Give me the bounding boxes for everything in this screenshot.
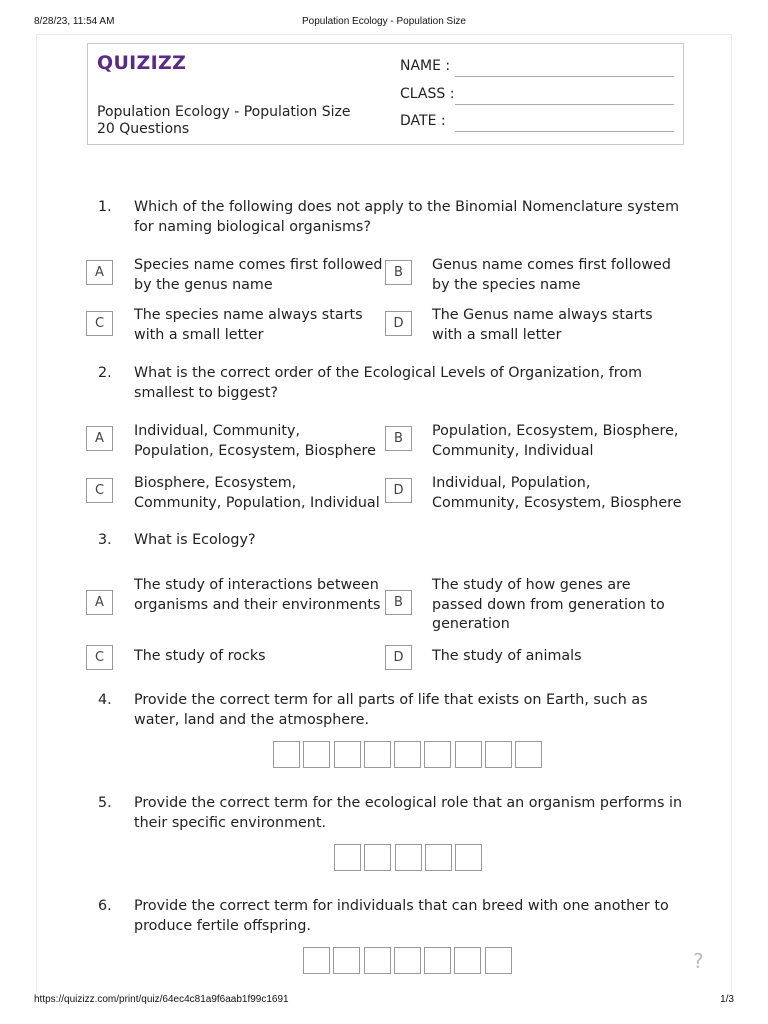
- letter-box[interactable]: [485, 741, 512, 768]
- letter-box[interactable]: [273, 741, 300, 768]
- question-text: What is Ecology?: [134, 532, 256, 548]
- name-label: NAME :: [400, 58, 451, 74]
- letter-box[interactable]: [455, 844, 482, 871]
- letter-box[interactable]: [394, 947, 421, 974]
- worksheet-header: [87, 43, 684, 145]
- option-a-box[interactable]: A: [86, 426, 113, 451]
- option-c-text: The study of rocks: [134, 648, 266, 664]
- option-d-box[interactable]: D: [385, 478, 412, 503]
- option-c-text: Biosphere, Ecosystem, Community, Population, Individual: [134, 475, 380, 511]
- class-field[interactable]: [400, 86, 680, 106]
- letter-box[interactable]: [364, 844, 391, 871]
- option-c-box[interactable]: C: [86, 311, 113, 336]
- question-number: 5.: [98, 795, 112, 811]
- letter-box[interactable]: [455, 741, 482, 768]
- question-number: 3.: [98, 532, 112, 548]
- question-number: 2.: [98, 365, 112, 381]
- option-d-box[interactable]: D: [385, 311, 412, 336]
- letter-box[interactable]: [334, 741, 361, 768]
- option-c-box[interactable]: C: [86, 645, 113, 670]
- option-b-text: Population, Ecosystem, Biosphere, Community, Individual: [432, 423, 679, 459]
- option-b-text: The study of how genes are passed down from generation to generation: [432, 577, 665, 632]
- option-a-text: Species name comes first followed by the genus name: [134, 257, 383, 293]
- answer-boxes[interactable]: [303, 947, 515, 974]
- question-text: Provide the correct term for individuals that can breed with one another to produce fertile offspring.: [134, 898, 669, 934]
- letter-box[interactable]: [333, 947, 360, 974]
- class-line: [455, 104, 674, 105]
- letter-box[interactable]: [515, 741, 542, 768]
- option-b-box[interactable]: B: [385, 426, 412, 451]
- question-number: 4.: [98, 692, 112, 708]
- question-count: 20 Questions: [97, 121, 190, 137]
- letter-box[interactable]: [364, 947, 391, 974]
- letter-box[interactable]: [424, 741, 451, 768]
- question-number: 6.: [98, 898, 112, 914]
- page-number: 1/3: [720, 994, 734, 1005]
- question-text: Provide the correct term for the ecological role that an organism performs in their specific environment.: [134, 795, 683, 831]
- question-text: Which of the following does not apply to the Binomial Nomenclature system for naming biological organisms?: [134, 199, 679, 235]
- option-d-text: Individual, Population, Community, Ecosystem, Biosphere: [432, 475, 682, 511]
- quiz-title: Population Ecology - Population Size: [97, 104, 351, 120]
- option-d-text: The Genus name always starts with a small letter: [432, 307, 653, 343]
- letter-box[interactable]: [424, 947, 451, 974]
- name-line: [455, 76, 674, 77]
- option-b-box[interactable]: B: [385, 590, 412, 615]
- answer-boxes[interactable]: [334, 844, 485, 871]
- option-d-text: The study of animals: [432, 648, 582, 664]
- print-document-title: Population Ecology - Population Size: [302, 16, 466, 27]
- print-timestamp: 8/28/23, 11:54 AM: [34, 16, 115, 27]
- print-url: https://quizizz.com/print/quiz/64ec4c81a9f6aab1f99c1691: [34, 994, 289, 1005]
- quizizz-logo: QUIZIZZ: [97, 52, 187, 74]
- option-a-box[interactable]: A: [86, 260, 113, 285]
- option-c-text: The species name always starts with a small letter: [134, 307, 363, 343]
- answer-boxes[interactable]: [273, 741, 546, 768]
- print-header: [0, 16, 768, 30]
- letter-box[interactable]: [425, 844, 452, 871]
- letter-box[interactable]: [364, 741, 391, 768]
- name-field[interactable]: [400, 58, 680, 78]
- class-label: CLASS :: [400, 86, 455, 102]
- date-label: DATE :: [400, 113, 446, 129]
- letter-box[interactable]: [303, 947, 330, 974]
- question-text: Provide the correct term for all parts of life that exists on Earth, such as water, land and the atmosphere.: [134, 692, 648, 728]
- option-b-text: Genus name comes first followed by the species name: [432, 257, 671, 293]
- letter-box[interactable]: [395, 844, 422, 871]
- option-a-text: Individual, Community, Population, Ecosystem, Biosphere: [134, 423, 376, 459]
- letter-box[interactable]: [485, 947, 512, 974]
- date-field[interactable]: [400, 113, 680, 133]
- option-b-box[interactable]: B: [385, 260, 412, 285]
- letter-box[interactable]: [454, 947, 481, 974]
- question-mark-icon[interactable]: ?: [693, 949, 704, 973]
- question-text: What is the correct order of the Ecological Levels of Organization, from smallest to biggest?: [134, 365, 643, 401]
- option-d-box[interactable]: D: [385, 645, 412, 670]
- option-a-text: The study of interactions between organisms and their environments: [134, 577, 381, 613]
- letter-box[interactable]: [394, 741, 421, 768]
- letter-box[interactable]: [303, 741, 330, 768]
- letter-box[interactable]: [334, 844, 361, 871]
- print-footer: [0, 994, 768, 1008]
- date-line: [455, 131, 674, 132]
- option-c-box[interactable]: C: [86, 478, 113, 503]
- question-number: 1.: [98, 199, 112, 215]
- option-a-box[interactable]: A: [86, 590, 113, 615]
